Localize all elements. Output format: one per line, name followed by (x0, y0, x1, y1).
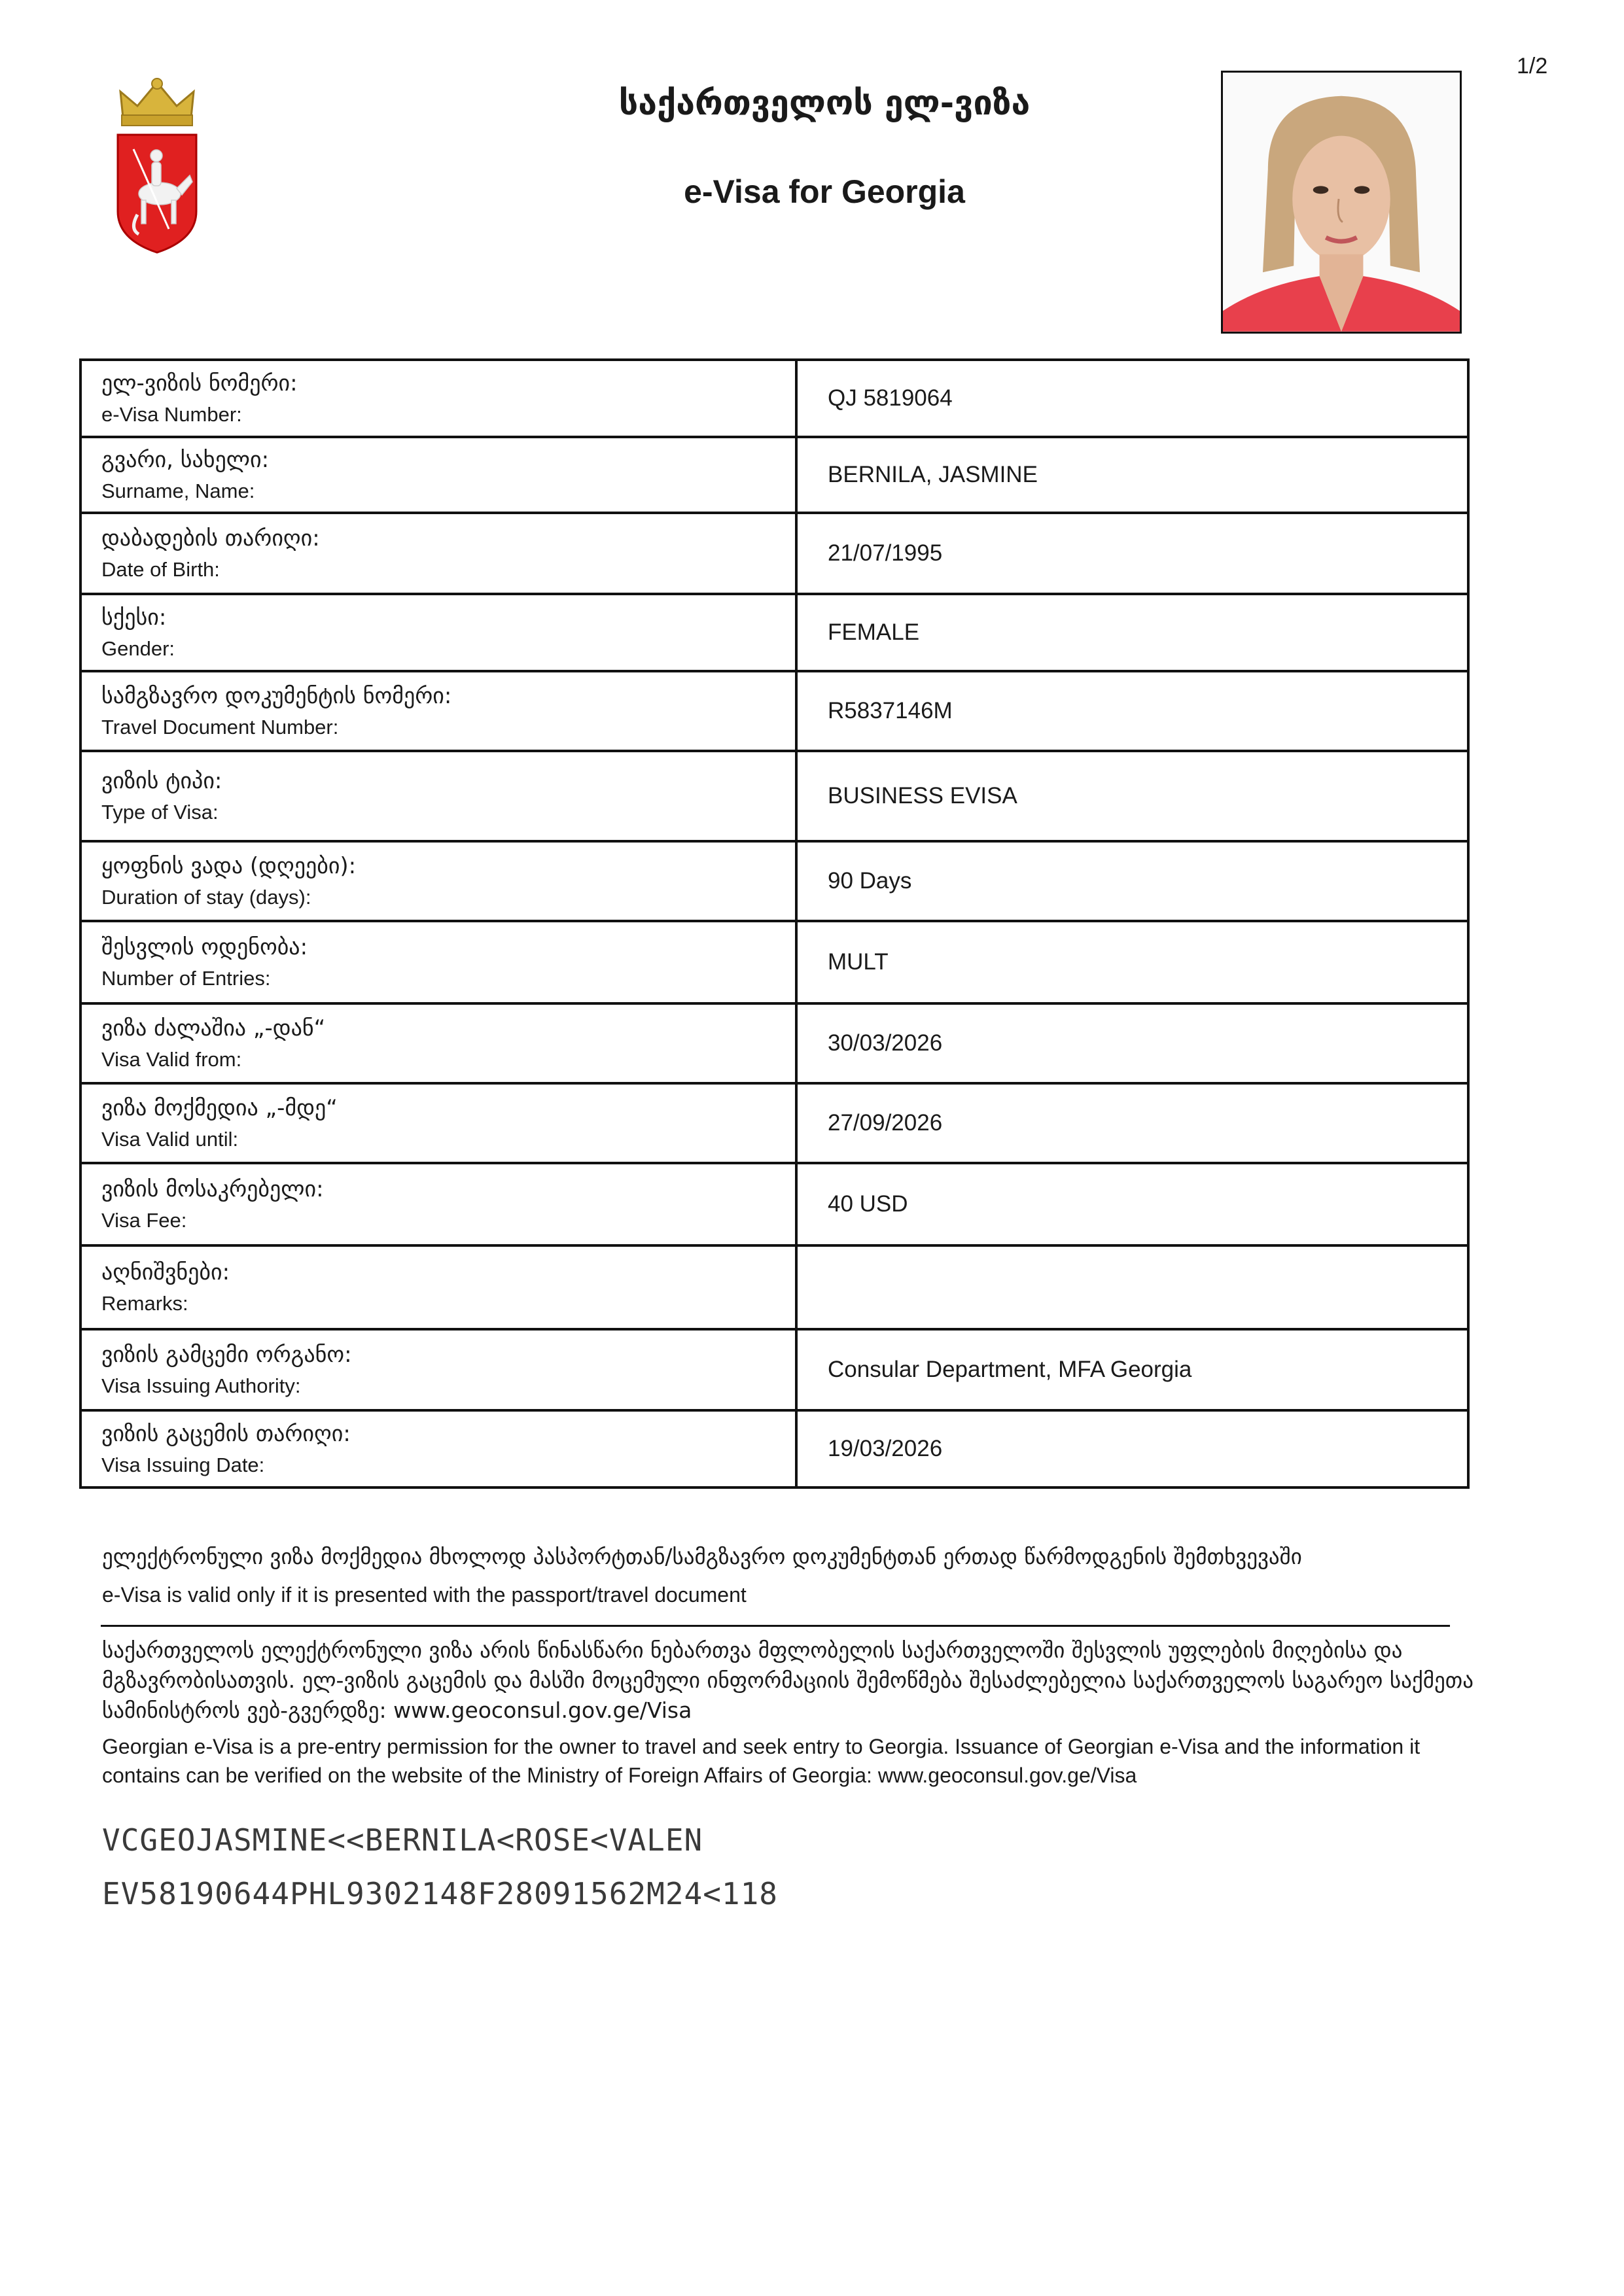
valid-until-value: 27/09/2026 (796, 1083, 1468, 1163)
issuing-date-value: 19/03/2026 (796, 1410, 1468, 1487)
validity-notice-english: e-Visa is valid only if it is presented with the passport/travel document (102, 1583, 747, 1607)
table-row (80, 437, 1468, 513)
label-english: e-Visa Number: (101, 403, 242, 426)
table-row (80, 1003, 1468, 1083)
coat-of-arms-logo (111, 77, 203, 254)
table-row (80, 671, 1468, 751)
label-english: Gender: (101, 637, 175, 660)
label-georgian: სამგზავრო დოკუმენტის ნომერი: (101, 683, 452, 709)
label-english: Number of Entries: (101, 967, 271, 990)
table-row (80, 513, 1468, 594)
valid-from-value: 30/03/2026 (796, 1003, 1468, 1083)
info-notice-georgian: საქართველოს ელექტრონული ვიზა არის წინასწარი ნებართვა მფლობელის საქართველოში შესვლის უფლების მიღებისა და მგზავრობისათვის. ელ-ვიზის გაცემის და მასში მოცემული ინფორმაციის შემოწმება შესაძლებელია საქართველოს საგარეო საქმეთა სამინისტროს ვებ-გვერდზე: www.geoconsul.gov.ge/Visa (102, 1637, 1474, 1723)
visa-type-value: BUSINESS EVISA (796, 751, 1468, 841)
label-georgian: ელ-ვიზის ნომერი: (101, 370, 298, 396)
label-georgian: ვიზის გაცემის თარიღი: (101, 1421, 351, 1447)
divider (101, 1625, 1450, 1627)
holder-photo (1221, 71, 1462, 334)
label-georgian: აღნიშვნები: (101, 1259, 230, 1285)
label-english: Visa Valid until: (101, 1128, 239, 1151)
label-georgian: შესვლის ოდენობა: (101, 934, 308, 960)
label-georgian: ვიზა მოქმედია „-მდე“ (101, 1095, 338, 1121)
label-georgian: სქესი: (101, 604, 167, 631)
table-row (80, 841, 1468, 921)
portrait-image (1223, 73, 1460, 332)
table-row (80, 921, 1468, 1003)
birth-date-value: 21/07/1995 (796, 513, 1468, 594)
info-notice-english: Georgian e-Visa is a pre-entry permission for the owner to travel and seek entry to Georgia. Issuance of Georgian e-Visa and the information it contains can be verified on the website of the Ministry of Foreign Affairs of Georgia: www.geoconsul.gov.ge/Visa (102, 1735, 1421, 1787)
table-row (80, 594, 1468, 671)
table-row (80, 1245, 1468, 1329)
label-georgian: ვიზის გამცემი ორგანო: (101, 1342, 352, 1368)
label-georgian: ვიზის მოსაკრებელი: (101, 1176, 324, 1202)
table-row (80, 360, 1468, 437)
mrz-line-1: VCGEOJASMINE<<BERNILA<ROSE<VALEN (102, 1822, 703, 1858)
label-georgian: ვიზის ტიპი: (101, 768, 222, 794)
label-english: Remarks: (101, 1292, 188, 1315)
label-english: Visa Issuing Authority: (101, 1374, 301, 1397)
validity-notice-georgian: ელექტრონული ვიზა მოქმედია მხოლოდ პასპორტთან/სამგზავრო დოკუმენტთან ერთად წარმოდგენის შემთხვევაში (102, 1544, 1302, 1569)
label-english: Travel Document Number: (101, 716, 339, 739)
label-english: Visa Valid from: (101, 1048, 242, 1071)
evisa-number-value: QJ 5819064 (796, 360, 1468, 437)
gender-value: FEMALE (796, 594, 1468, 671)
label-georgian: გვარი, სახელი: (101, 447, 270, 473)
visa-fee-value: 40 USD (796, 1163, 1468, 1245)
title-english: e-Visa for Georgia (684, 173, 965, 210)
label-georgian: დაბადების თარიღი: (101, 525, 320, 551)
page-number: 1/2 (1517, 54, 1548, 78)
travel-document-value: R5837146M (796, 671, 1468, 751)
visa-details-table (79, 358, 1470, 1489)
label-english: Duration of stay (days): (101, 886, 311, 909)
title-georgian: საქართველოს ელ-ვიზა (618, 84, 1031, 123)
table-row (80, 1163, 1468, 1245)
label-english: Visa Issuing Date: (101, 1453, 265, 1476)
label-english: Date of Birth: (101, 558, 220, 581)
label-english: Surname, Name: (101, 479, 255, 502)
label-english: Type of Visa: (101, 801, 219, 824)
label-georgian: ყოფნის ვადა (დღეები): (101, 853, 357, 879)
duration-value: 90 Days (796, 841, 1468, 921)
table-row (80, 1410, 1468, 1487)
crown-icon (120, 78, 194, 126)
issuing-authority-value: Consular Department, MFA Georgia (796, 1329, 1468, 1410)
entries-value: MULT (796, 921, 1468, 1003)
table-row (80, 1329, 1468, 1410)
label-english: Visa Fee: (101, 1209, 187, 1232)
table-row (80, 751, 1468, 841)
name-value: BERNILA, JASMINE (796, 437, 1468, 513)
label-georgian: ვიზა ძალაშია „-დან“ (101, 1015, 326, 1041)
table-row (80, 1083, 1468, 1163)
remarks-value (796, 1245, 1468, 1329)
mrz-line-2: EV58190644PHL9302148F28091562M24<118 (102, 1876, 778, 1911)
